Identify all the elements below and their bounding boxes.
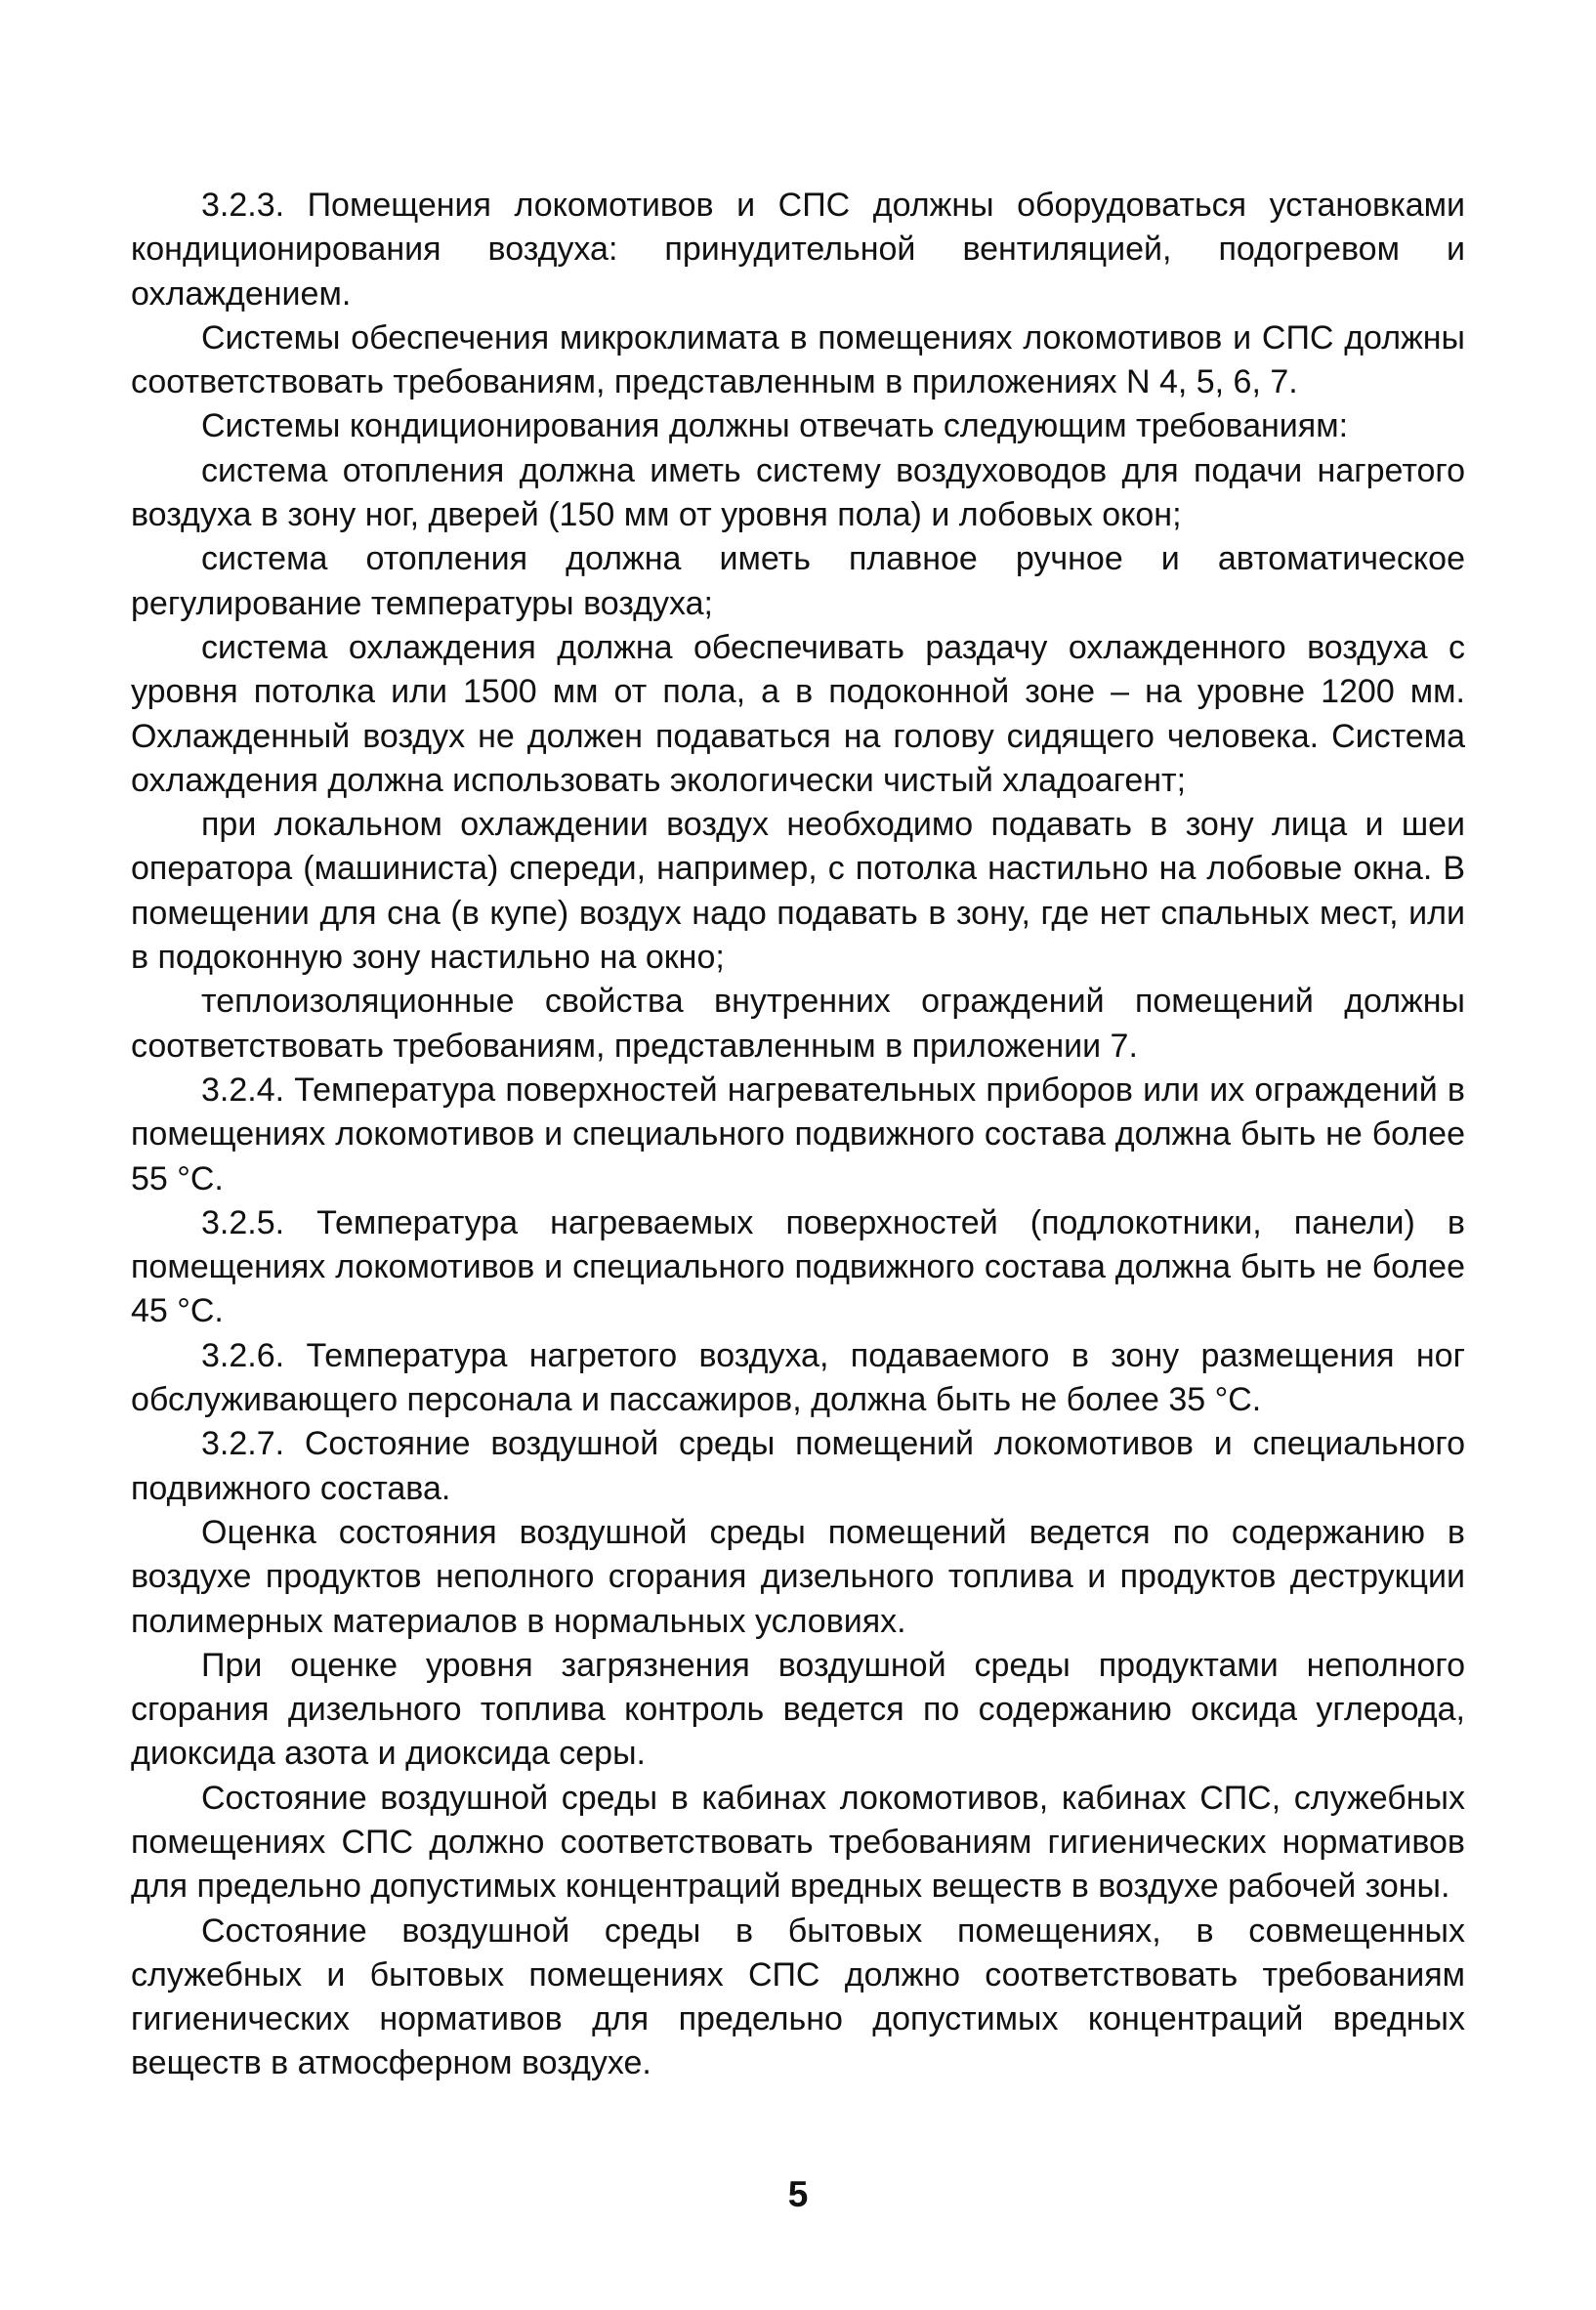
body-text [131, 184, 1465, 2086]
list-item-local-cooling: при локальном охлаждении воздух необходимо подавать в зону лица и шеи оператора (машиниста) спереди, например, с потолка настильно на лобовые окна. В помещении для сна (в купе) воздух надо подавать в зону, где нет спальных мест, или в подоконную зону настильно на окно; [131, 806, 1465, 977]
paragraph-3-2-6: 3.2.6. Температура нагретого воздуха, подаваемого в зону размещения ног обслуживающего персонала и пассажиров, должна быть не более 35 °С. [131, 1336, 1465, 1419]
list-item-heating-regulation: система отопления должна иметь плавное ручное и автоматическое регулирование температуры воздуха; [131, 540, 1465, 622]
list-item-cooling-distribution: система охлаждения должна обеспечивать раздачу охлажденного воздуха с уровня потолка или 1500 мм от пола, а в подоконной зоне – на уровне 1200 мм. Охлажденный воздух не должен подаваться на голову сидящего человека. Система охлаждения должна использовать экологически чистый хладоагент; [131, 628, 1465, 799]
paragraph-microclimate-systems: Системы обеспечения микроклимата в помещениях локомотивов и СПС должны соответствовать требованиям, представленным в приложениях N 4, 5, 6, 7. [131, 318, 1465, 401]
paragraph-household-air: Состояние воздушной среды в бытовых помещениях, в совмещенных служебных и бытовых помещениях СПС должно соответствовать требованиям гигиенических нормативов для предельно допустимых концентраций вредных веществ в атмосферном воздухе. [131, 1911, 1465, 2082]
page-number: 5 [787, 2174, 809, 2214]
list-item-heating-ducts: система отопления должна иметь систему воздуховодов для подачи нагретого воздуха в зону ног, дверей (150 мм от уровня пола) и лобовых окон; [131, 451, 1465, 534]
paragraph-cabin-air: Состояние воздушной среды в кабинах локомотивов, кабинах СПС, служебных помещениях СПС должно соответствовать требованиям гигиенических нормативов для предельно допустимых концентраций вредных веществ в воздухе рабочей зоны. [131, 1779, 1465, 1906]
paragraph-3-2-3: 3.2.3. Помещения локомотивов и СПС должны оборудоваться установками кондиционирования воздуха: принудительной вентиляцией, подогревом и охлаждением. [131, 187, 1465, 313]
paragraph-pollution-control: При оценке уровня загрязнения воздушной среды продуктами неполного сгорания дизельного топлива контроль ведется по содержанию оксида углерода, диоксида азота и диоксида серы. [131, 1646, 1465, 1773]
paragraph-3-2-4: 3.2.4. Температура поверхностей нагревательных приборов или их ограждений в помещениях локомотивов и специального подвижного состава должна быть не более 55 °С. [131, 1071, 1465, 1197]
paragraph-3-2-5: 3.2.5. Температура нагреваемых поверхностей (подлокотники, панели) в помещениях локомотивов и специального подвижного состава должна быть не более 45 °С. [131, 1203, 1465, 1330]
paragraph-air-assessment: Оценка состояния воздушной среды помещений ведется по содержанию в воздухе продуктов неполного сгорания дизельного топлива и продуктов деструкции полимерных материалов в нормальных условиях. [131, 1513, 1465, 1640]
paragraph-conditioning-requirements: Системы кондиционирования должны отвечать следующим требованиям: [201, 407, 1349, 445]
paragraph-3-2-7: 3.2.7. Состояние воздушной среды помещений локомотивов и специального подвижного состава. [131, 1425, 1465, 1507]
list-item-thermal-insulation: теплоизоляционные свойства внутренних ограждений помещений должны соответствовать требованиям, представленным в приложении 7. [131, 983, 1465, 1065]
